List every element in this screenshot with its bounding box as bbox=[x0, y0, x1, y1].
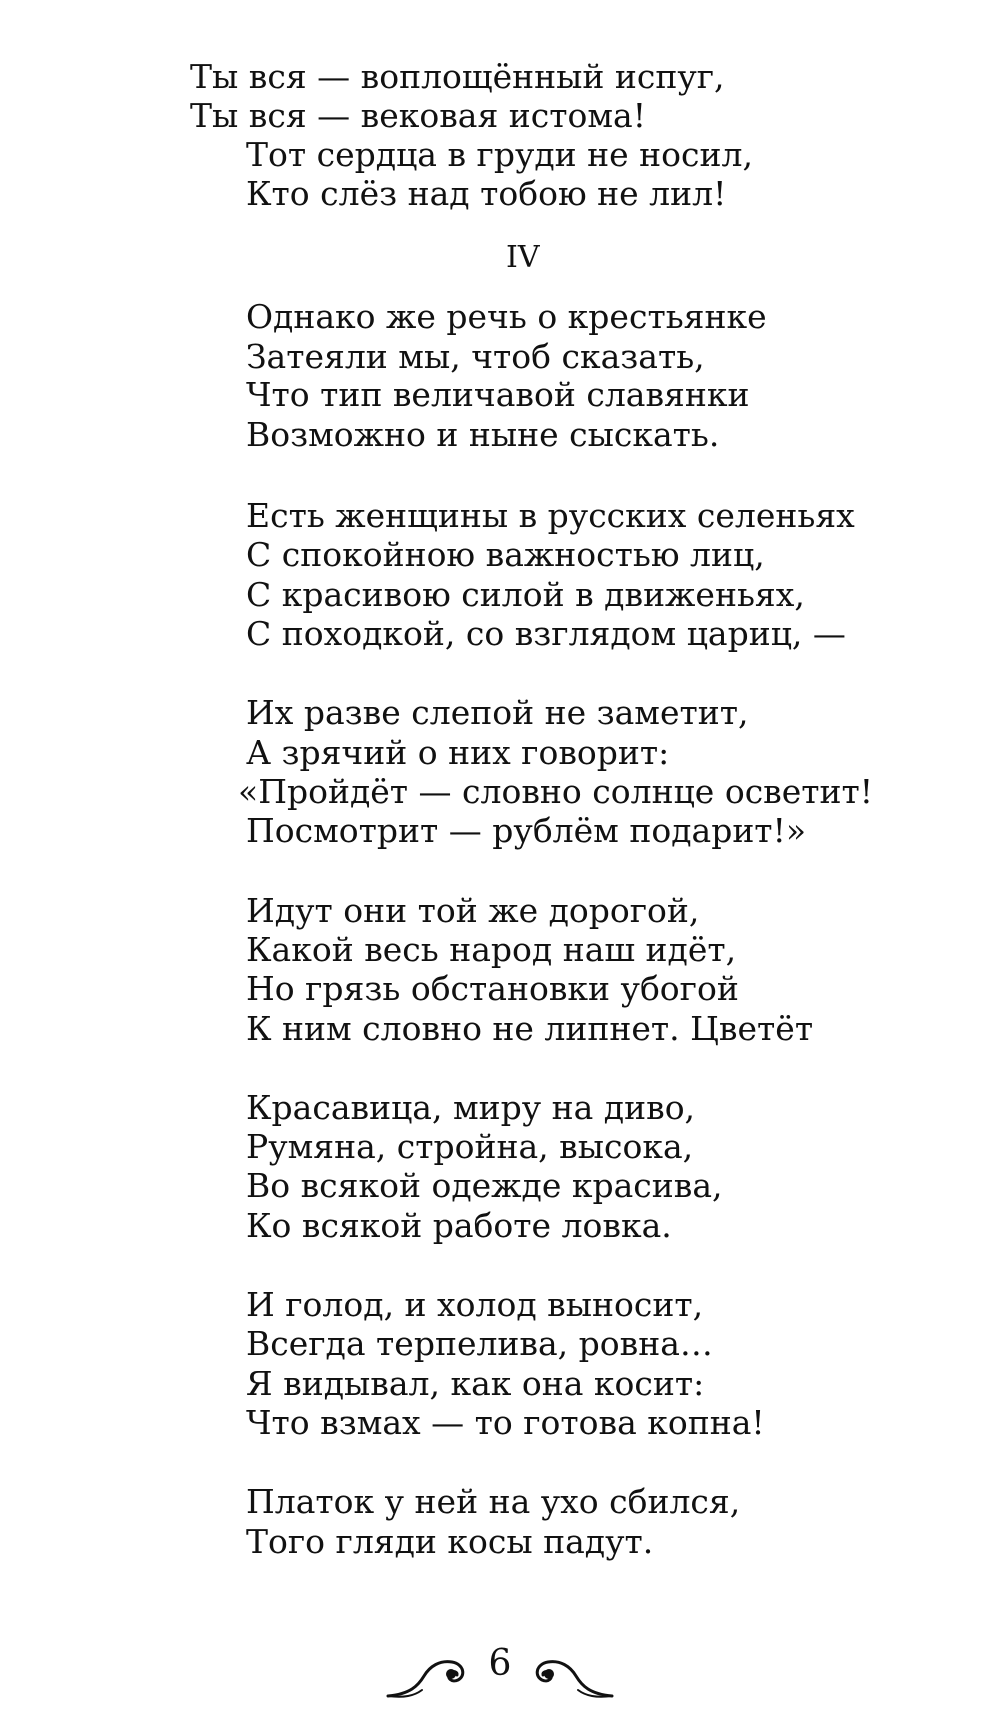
poem-line: Всегда терпелива, ровна… bbox=[246, 1324, 713, 1363]
poem-line: Тот сердца в груди не носил, bbox=[246, 135, 753, 174]
poem-line: С красивою силой в движеньях, bbox=[246, 575, 805, 614]
poem-line: Однако же речь о крестьянке bbox=[246, 297, 767, 336]
poem-line: Румяна, стройна, высока, bbox=[246, 1127, 694, 1166]
poem-line: Я видывал, как она косит: bbox=[246, 1364, 705, 1403]
poem-line: Кто слёз над тобою не лил! bbox=[246, 174, 727, 213]
poem-line: Ко всякой работе ловка. bbox=[246, 1206, 672, 1245]
poem-line: С походкой, со взглядом цариц, — bbox=[246, 614, 846, 653]
poem-line: Затеяли мы, чтоб сказать, bbox=[246, 337, 705, 376]
section-number: IV bbox=[506, 240, 540, 275]
poem-line: А зрячий о них говорит: bbox=[246, 733, 670, 772]
page-number: 6 bbox=[488, 1643, 512, 1684]
poem-line: Что взмах — то готова копна! bbox=[246, 1403, 765, 1442]
poem-line: Платок у ней на ухо сбился, bbox=[246, 1482, 741, 1521]
poem-line: «Пройдёт — словно солнце осветит! bbox=[238, 772, 874, 811]
poem-line: Какой весь народ наш идёт, bbox=[246, 930, 737, 969]
poem-line: Ты вся — воплощённый испуг, bbox=[190, 57, 725, 96]
poem-line: Но грязь обстановки убогой bbox=[246, 969, 739, 1008]
poem-line: Того гляди косы падут. bbox=[246, 1522, 654, 1561]
poem-line: Их разве слепой не заметит, bbox=[246, 693, 749, 732]
poem-line: Посмотрит — рублём подарит!» bbox=[246, 811, 807, 850]
poem-line: Во всякой одежде красива, bbox=[246, 1166, 723, 1205]
poem-line: К ним словно не липнет. Цветёт bbox=[246, 1009, 814, 1048]
poem-line: Красавица, миру на диво, bbox=[246, 1088, 696, 1127]
poem-line: Есть женщины в русских селеньях bbox=[246, 496, 855, 535]
poem-line: Идут они той же дорогой, bbox=[246, 891, 700, 930]
poem-line: С спокойною важностью лиц, bbox=[246, 535, 765, 574]
page-folio bbox=[380, 1640, 620, 1710]
poem-line: Ты вся — вековая истома! bbox=[190, 96, 646, 135]
poem-line: И голод, и холод выносит, bbox=[246, 1285, 704, 1324]
poem-line: Возможно и ныне сыскать. bbox=[246, 415, 720, 454]
poem-line: Что тип величавой славянки bbox=[246, 375, 750, 414]
